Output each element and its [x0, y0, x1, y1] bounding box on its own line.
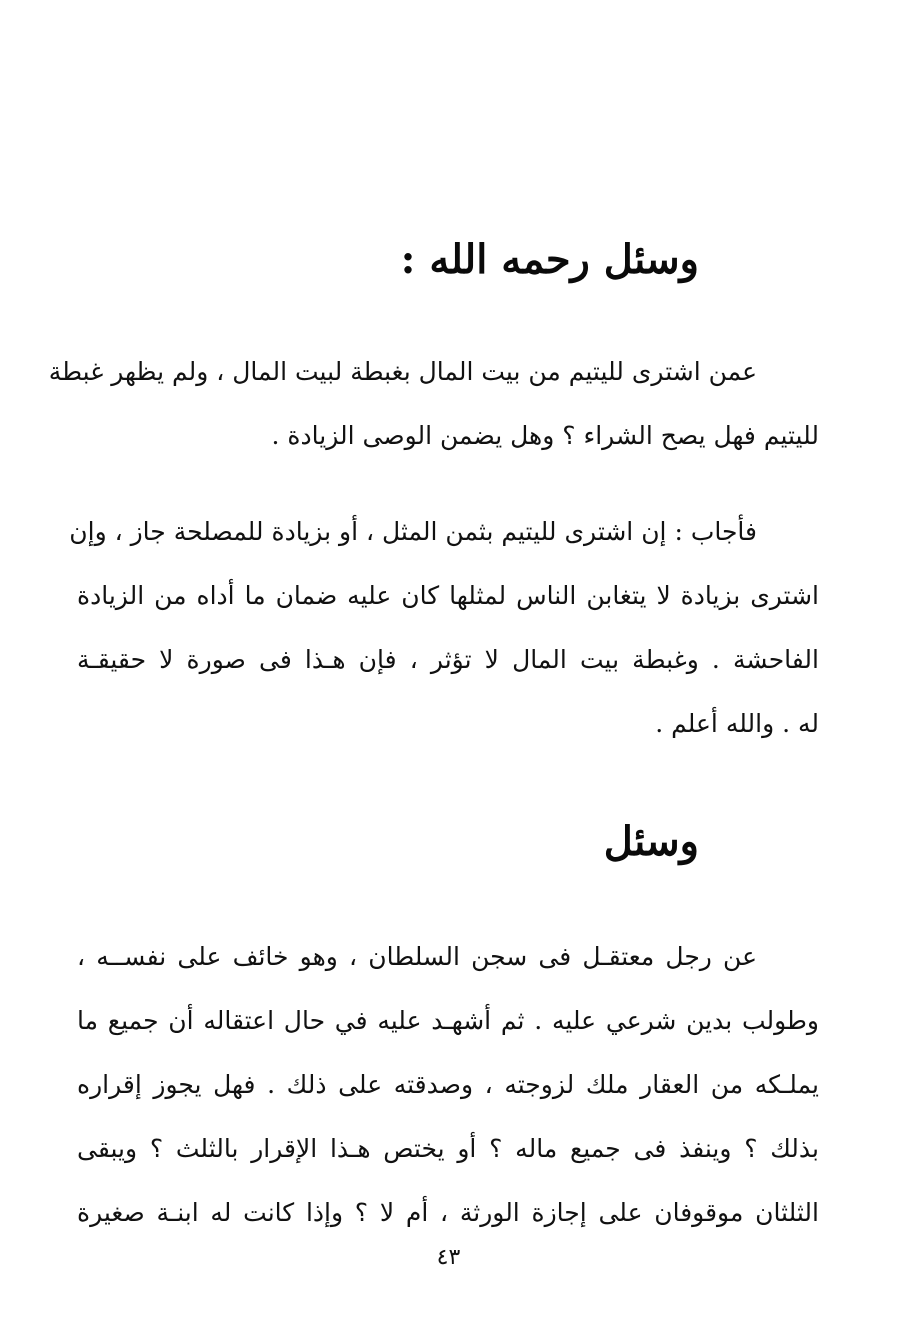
text-line: وطولب بدين شرعي عليه . ثم أشهـد عليه في حال اعتقاله أن جميع ما: [77, 1006, 819, 1035]
section-heading: وسئل: [603, 818, 699, 865]
question-paragraph: [77, 925, 819, 1245]
text-line: اشترى بزيادة لا يتغابن الناس لمثلها كان عليه ضمان ما أداه من الزيادة: [77, 581, 819, 610]
text-line: عن رجل معتقـل فى سجن السلطان ، وهو خائف على نفســه ،: [77, 942, 757, 971]
text-line: لليتيم فهل يصح الشراء ؟ وهل يضمن الوصى الزيادة .: [271, 421, 819, 450]
answer-paragraph: [69, 500, 819, 756]
text-line: بذلك ؟ وينفذ فى جميع ماله ؟ أو يختص هـذا الإقرار بالثلث ؟ ويبقى: [77, 1134, 819, 1163]
text-line: يملـكه من العقار ملك لزوجته ، وصدقته على ذلك . فهل يجوز إقراره: [77, 1070, 819, 1099]
text-line: عمن اشترى لليتيم من بيت المال بغبطة لبيت المال ، ولم يظهر غبطة: [48, 357, 757, 386]
text-line: الفاحشة . وغبطة بيت المال لا تؤثر ، فإن هـذا فى صورة لا حقيقـة: [77, 645, 819, 674]
question-paragraph: [48, 340, 819, 468]
text-line: الثلثان موقوفان على إجازة الورثة ، أم لا ؟ وإذا كانت له ابنـة صغيرة: [77, 1198, 819, 1227]
section-heading: وسئل رحمه الله :: [400, 236, 699, 283]
page-number: ٤٣: [436, 1245, 461, 1270]
text-line: له . والله أعلم .: [655, 709, 819, 738]
text-line: فأجاب : إن اشترى لليتيم بثمن المثل ، أو بزيادة للمصلحة جاز ، وإن: [69, 517, 757, 546]
